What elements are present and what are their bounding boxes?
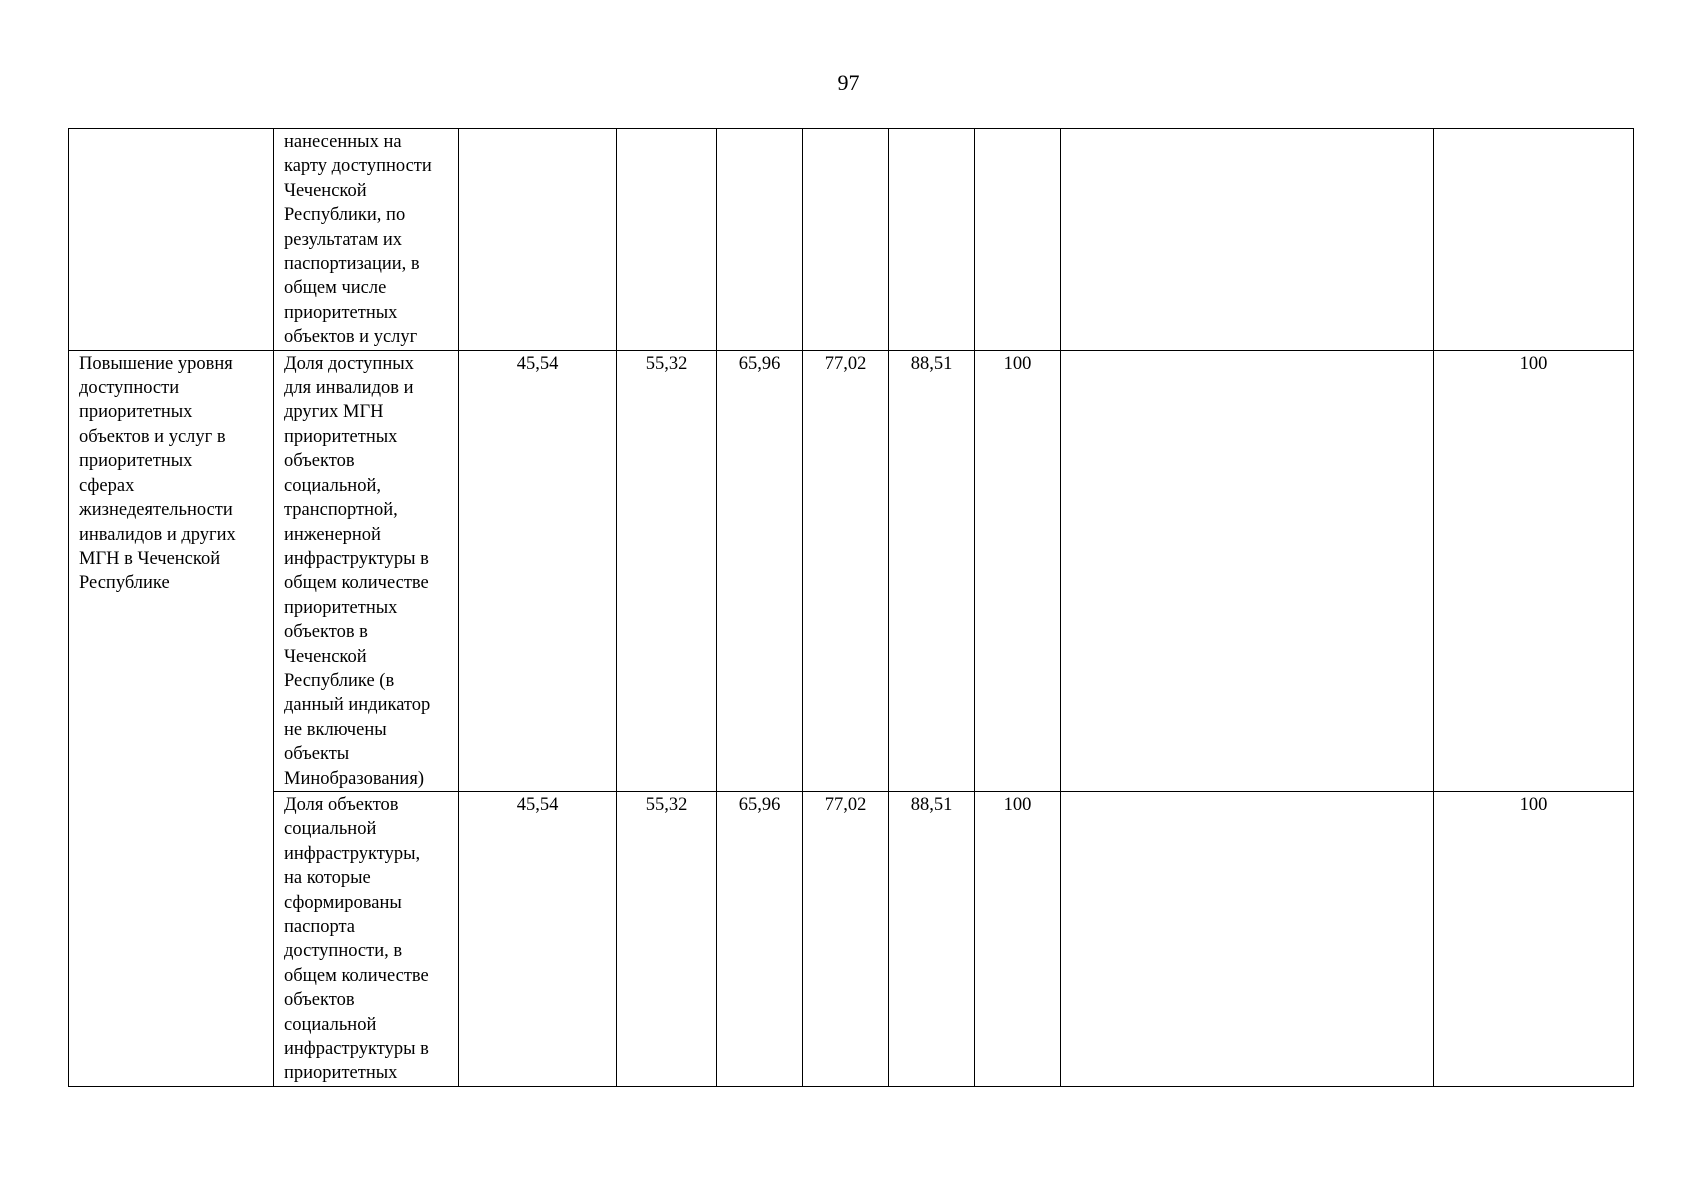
indicators-table bbox=[68, 128, 1634, 1087]
final-value-cell bbox=[1434, 129, 1634, 351]
note-cell bbox=[1061, 350, 1434, 791]
goal-cell: Повышение уровня доступности приоритетных объектов и услуг в приоритетных сферах жизнедеятельности инвалидов и других МГН в Чеченской Республике bbox=[69, 350, 274, 1086]
table-row bbox=[69, 129, 1634, 351]
indicator-cell: Доля объектов социальной инфраструктуры, на которые сформированы паспорта доступности, в общем количестве объектов социальной инфраструктуры в приоритетных bbox=[274, 791, 459, 1086]
value-cell bbox=[459, 129, 617, 351]
indicator-cell: нанесенных на карту доступности Чеченской Республики, по результатам их паспортизации, в общем числе приоритетных объектов и услуг bbox=[274, 129, 459, 351]
value-cell bbox=[975, 129, 1061, 351]
value-cell: 77,02 bbox=[803, 791, 889, 1086]
final-value-cell: 100 bbox=[1434, 791, 1634, 1086]
value-cell bbox=[803, 129, 889, 351]
value-cell bbox=[717, 129, 803, 351]
table-row bbox=[69, 791, 1634, 1086]
final-value-cell: 100 bbox=[1434, 350, 1634, 791]
value-cell: 65,96 bbox=[717, 791, 803, 1086]
value-cell: 45,54 bbox=[459, 791, 617, 1086]
indicator-cell: Доля доступных для инвалидов и других МГН приоритетных объектов социальной, транспортной, инженерной инфраструктуры в общем количестве приоритетных объектов в Чеченской Республике (в данный индикатор не включены объекты Минобразования) bbox=[274, 350, 459, 791]
value-cell: 55,32 bbox=[617, 350, 717, 791]
value-cell: 88,51 bbox=[889, 350, 975, 791]
value-cell: 45,54 bbox=[459, 350, 617, 791]
goal-cell bbox=[69, 129, 274, 351]
value-cell: 100 bbox=[975, 350, 1061, 791]
value-cell: 55,32 bbox=[617, 791, 717, 1086]
value-cell bbox=[889, 129, 975, 351]
value-cell: 77,02 bbox=[803, 350, 889, 791]
note-cell bbox=[1061, 129, 1434, 351]
table-row bbox=[69, 350, 1634, 791]
value-cell: 88,51 bbox=[889, 791, 975, 1086]
value-cell: 65,96 bbox=[717, 350, 803, 791]
note-cell bbox=[1061, 791, 1434, 1086]
page-number: 97 bbox=[837, 70, 860, 95]
value-cell bbox=[617, 129, 717, 351]
value-cell: 100 bbox=[975, 791, 1061, 1086]
